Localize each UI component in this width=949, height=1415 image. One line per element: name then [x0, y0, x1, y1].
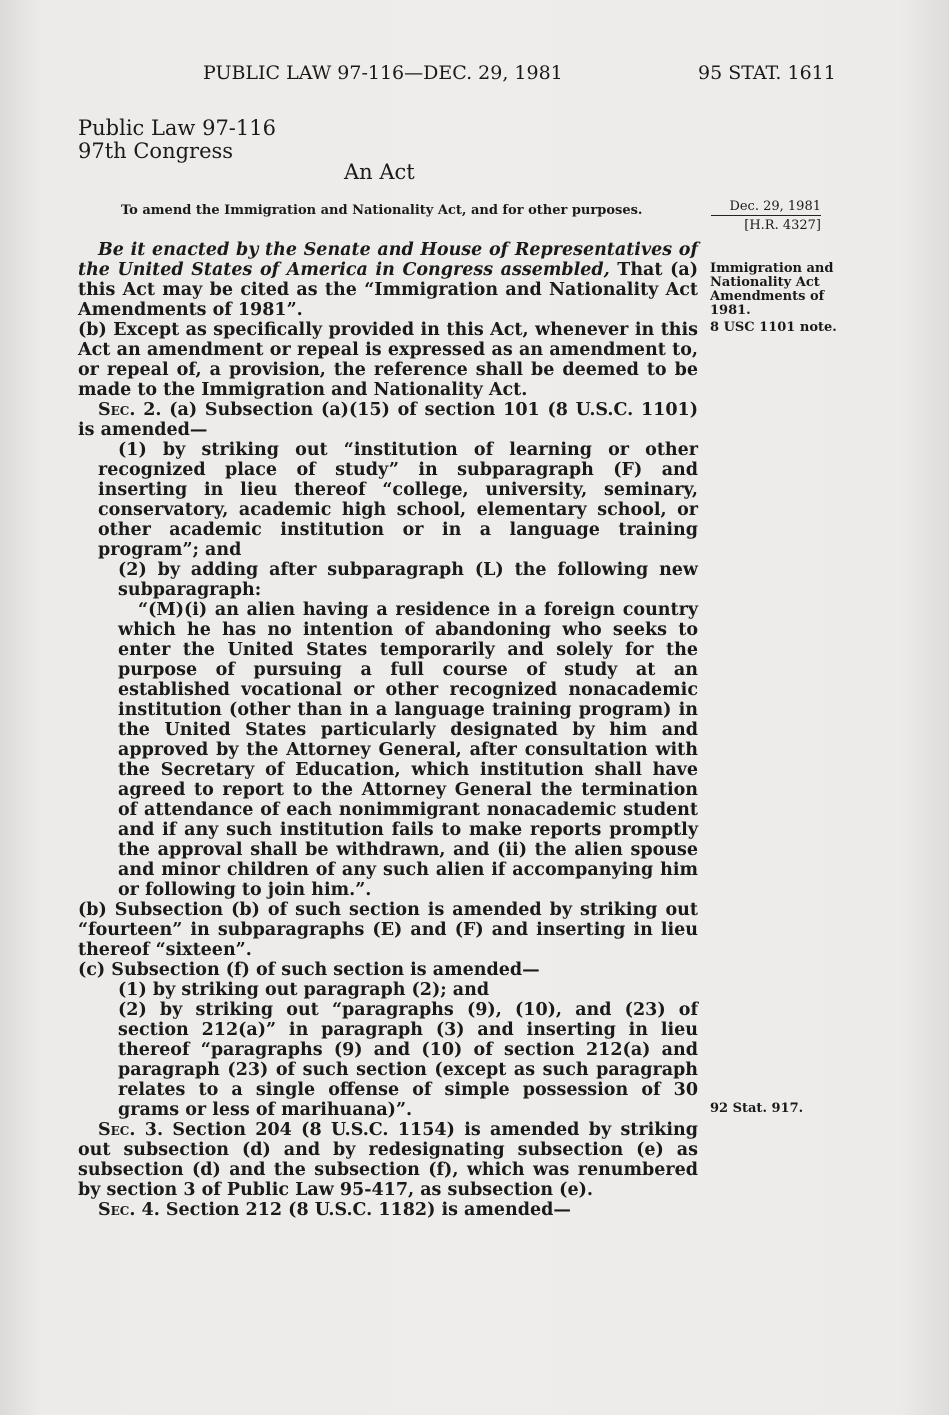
- act-purpose: To amend the Immigration and Nationality Act, and for other purposes.: [121, 203, 643, 218]
- section-3-label: Sec. 3.: [98, 1120, 164, 1140]
- section-2-b: (b) Subsection (b) of such section is amended by striking out “fourteen” in subparagraphs (E) and (F) and inserting in lieu thereof “sixteen”.: [78, 900, 698, 960]
- act-title: An Act: [344, 160, 415, 184]
- section-2-c: (c) Subsection (f) of such section is amended—: [78, 960, 540, 980]
- section-1-b: (b) Except as specifically provided in this Act, whenever in this Act an amendment or repeal is expressed as an amendment to, or repeal of, a provision, the reference shall be deemed to be made to the Immigration and Nationality Act.: [78, 320, 698, 400]
- section-2-a-2: (2) by adding after subparagraph (L) the following new subparagraph:: [118, 560, 698, 600]
- running-head: PUBLIC LAW 97-116—DEC. 29, 1981: [203, 62, 563, 84]
- section-2-quoted-subparagraph: “(M)(i) an alien having a residence in a foreign country which he has no intention of abandoning who seeks to enter the United States temporarily and solely for the purpose of pursuing a full course of study at an established vocational or other recognized nonacademic institution (other than in a language training program) in the United States particularly designated by him and approved by the Attorney General, after consultation with the Secretary of Education, which institution shall have agreed to report to the Attorney General the termination of attendance of each nonimmigrant nonacademic student and if any such institution fails to make reports promptly the approval shall be withdrawn, and (ii) the alien spouse and minor children of any such alien if accompanying him or following to join him.”.: [118, 600, 698, 900]
- section-3: [78, 1120, 698, 1200]
- section-2-label: Sec. 2.: [98, 400, 162, 420]
- margin-date-block: [711, 199, 821, 233]
- enactment-date: Dec. 29, 1981: [711, 199, 821, 216]
- margin-note-short-title: Immigration and Nationality Act Amendments of 1981.: [710, 261, 834, 318]
- bill-number: [H.R. 4327]: [744, 218, 821, 233]
- margin-note-stat: 92 Stat. 917.: [710, 1101, 804, 1116]
- enacting-formula: Be it enacted by the Senate and House of Representatives of the United States of America in Congress assembled,: [78, 240, 698, 280]
- section-2-text: (a) Subsection (a)(15) of section 101 (8 U.S.C. 1101) is amended—: [78, 400, 698, 440]
- section-4-text: Section 212 (8 U.S.C. 1182) is amended—: [159, 1200, 571, 1220]
- act-body: [78, 240, 698, 1220]
- section-2-a-1: (1) by striking out “institution of learning or other recognized place of study” in subparagraph (F) and inserting in lieu thereof “college, university, seminary, conservatory, academic high school, elementary school, or other academic institution or in a language training program”; and: [98, 440, 698, 560]
- enacting-clause: [78, 240, 698, 320]
- congress-number: 97th Congress: [78, 139, 234, 163]
- short-title-text: That (a) this Act may be cited as the “Immigration and Nationality Act Amendments of 1981”.: [78, 260, 698, 320]
- margin-note-usc: 8 USC 1101 note.: [710, 320, 837, 335]
- section-3-text: Section 204 (8 U.S.C. 1154) is amended by striking out subsection (d) and by redesignating subsection (e) as subsection (d) and the subsection (f), which was renumbered by section 3 of Public Law 95-417, as subsection (e).: [78, 1120, 698, 1200]
- section-2-c-2: (2) by striking out “paragraphs (9), (10), and (23) of section 212(a)” in paragraph (3) and inserting in lieu thereof “paragraphs (9) and (10) of section 212(a) and paragraph (23) of such section (except as such paragraph relates to a single offense of simple possession of 30 grams or less of marihuana)”.: [118, 1000, 698, 1120]
- section-2-a: [78, 400, 698, 440]
- public-law-number: Public Law 97-116: [78, 116, 276, 140]
- section-4-label: Sec. 4.: [98, 1200, 160, 1220]
- section-4: [78, 1200, 698, 1220]
- section-2-c-1: (1) by striking out paragraph (2); and: [118, 980, 490, 1000]
- statute-page-number: 95 STAT. 1611: [698, 62, 836, 84]
